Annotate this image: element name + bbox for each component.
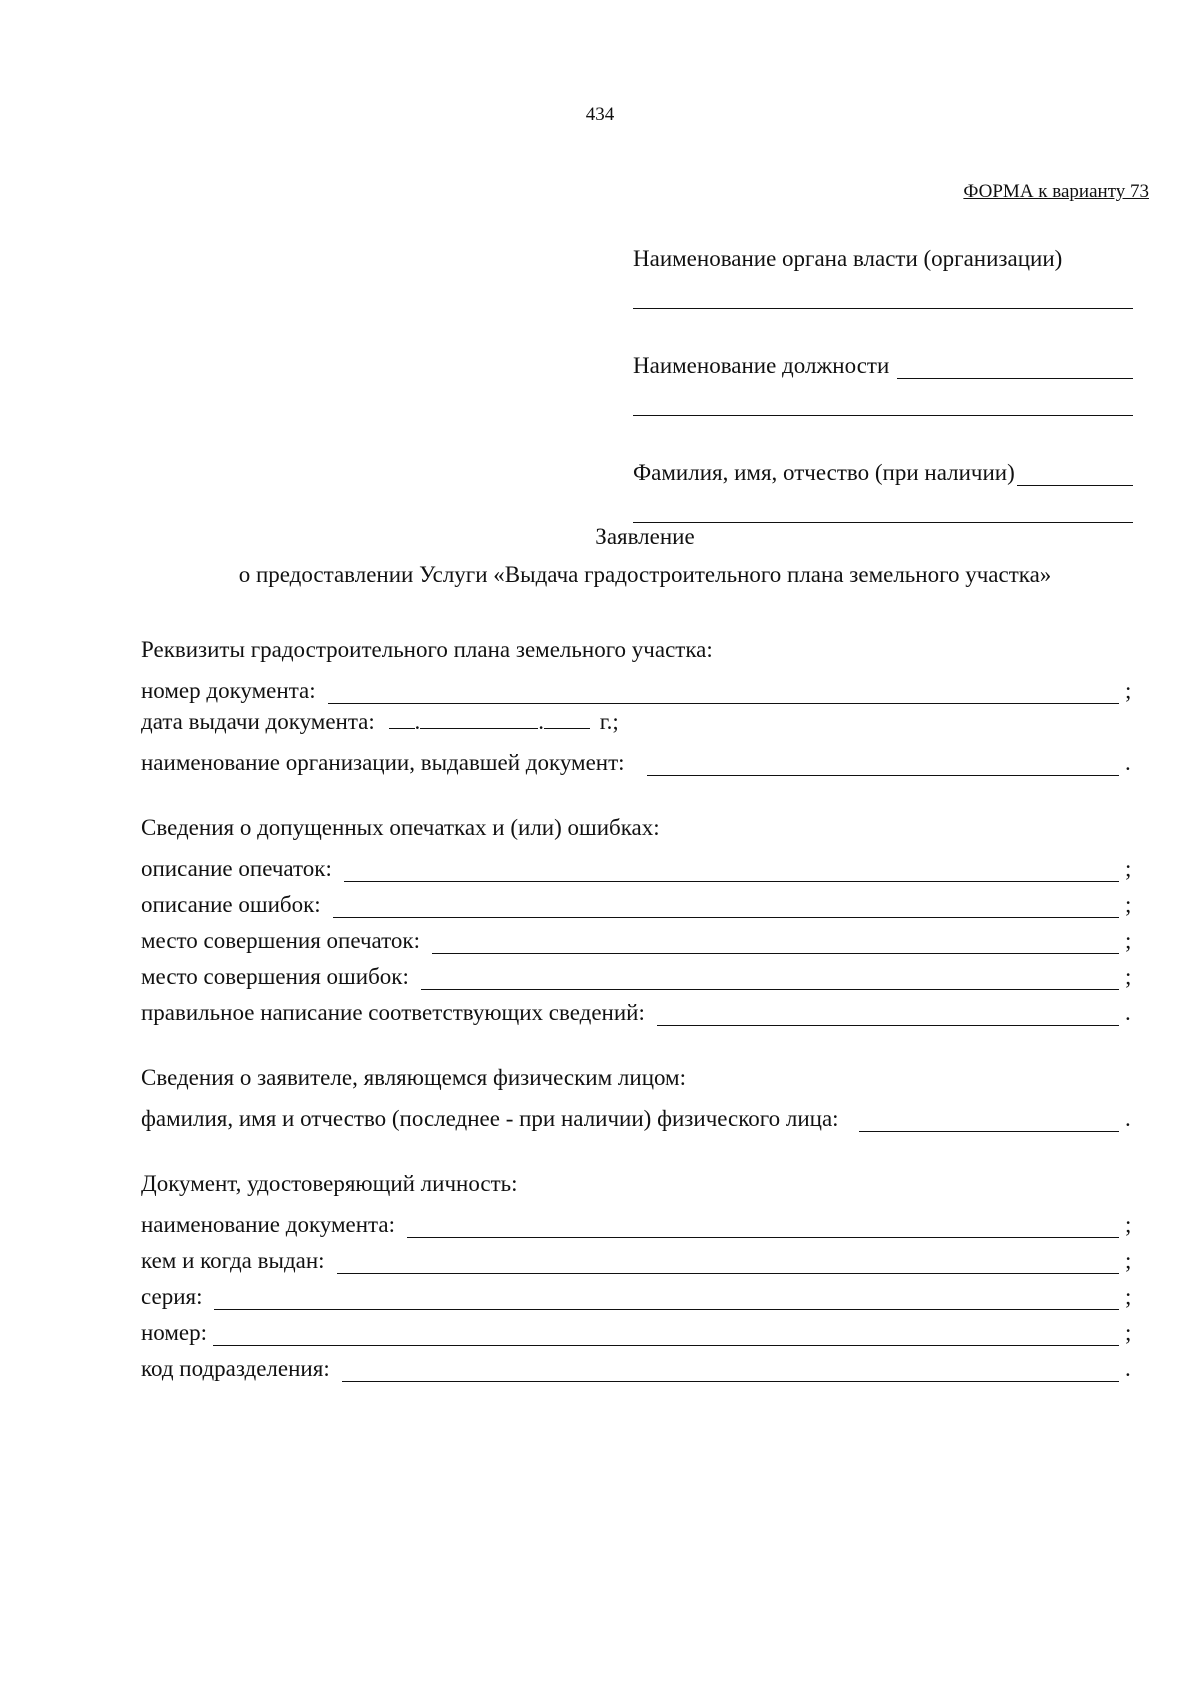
series-row bbox=[141, 1274, 1139, 1310]
division-code-field[interactable] bbox=[342, 1357, 1119, 1382]
issuing-org-row bbox=[141, 740, 1139, 776]
correct-spelling-label: правильное написание соответствующих сведений: bbox=[141, 1000, 645, 1025]
form-reference: ФОРМА к варианту 73 bbox=[963, 181, 1149, 202]
semicolon: ; bbox=[1125, 1212, 1132, 1237]
section-heading: Документ, удостоверяющий личность: bbox=[141, 1171, 518, 1196]
date-year-suffix: г.; bbox=[599, 709, 619, 734]
errors-description-row bbox=[141, 882, 1139, 918]
addressee-block bbox=[633, 236, 1133, 523]
issued-by-field[interactable] bbox=[337, 1249, 1119, 1274]
period: . bbox=[1125, 750, 1131, 775]
typos-description-field[interactable] bbox=[344, 857, 1119, 882]
section-plan-details bbox=[141, 632, 1139, 776]
semicolon: ; bbox=[1125, 1320, 1132, 1345]
number-label: номер: bbox=[141, 1320, 208, 1345]
position-label: Наименование должности bbox=[633, 353, 890, 378]
id-doc-name-field[interactable] bbox=[407, 1213, 1119, 1238]
full-name-field[interactable] bbox=[1017, 463, 1133, 486]
issuing-org-label: наименование организации, выдавшей документ: bbox=[141, 750, 625, 775]
date-dot: . bbox=[538, 709, 545, 734]
section-heading: Сведения о допущенных опечатках и (или) ошибках: bbox=[141, 815, 660, 840]
period: . bbox=[1125, 1356, 1131, 1381]
document-subtitle: о предоставлении Услуги «Выдача градостроительного плана земельного участка» bbox=[238, 562, 1052, 587]
series-field[interactable] bbox=[214, 1285, 1119, 1310]
id-doc-name-label: наименование документа: bbox=[141, 1212, 395, 1237]
section-identity-doc bbox=[141, 1166, 1139, 1382]
semicolon: ; bbox=[1125, 964, 1132, 989]
correct-spelling-row bbox=[141, 990, 1139, 1026]
semicolon: ; bbox=[1125, 1284, 1132, 1309]
form-body bbox=[141, 632, 1139, 1416]
issuing-org-field[interactable] bbox=[647, 751, 1119, 776]
semicolon: ; bbox=[1125, 928, 1132, 953]
doc-number-row bbox=[141, 668, 1139, 704]
authority-field[interactable] bbox=[633, 272, 1133, 309]
typos-location-label: место совершения опечаток: bbox=[141, 928, 420, 953]
doc-number-field[interactable] bbox=[328, 679, 1119, 704]
errors-description-field[interactable] bbox=[333, 893, 1119, 918]
division-code-label: код подразделения: bbox=[141, 1356, 330, 1381]
errors-location-row bbox=[141, 954, 1139, 990]
page-number: 434 bbox=[585, 104, 615, 125]
number-row bbox=[141, 1310, 1139, 1346]
issued-by-row bbox=[141, 1238, 1139, 1274]
semicolon: ; bbox=[1125, 678, 1132, 703]
issued-by-label: кем и когда выдан: bbox=[141, 1248, 325, 1273]
date-year-field[interactable] bbox=[544, 706, 590, 729]
correct-spelling-field[interactable] bbox=[657, 1001, 1119, 1026]
section-heading: Сведения о заявителе, являющемся физическим лицом: bbox=[141, 1065, 687, 1090]
applicant-name-row bbox=[141, 1096, 1139, 1132]
typos-description-label: описание опечаток: bbox=[141, 856, 332, 881]
semicolon: ; bbox=[1125, 1248, 1132, 1273]
date-month-field[interactable] bbox=[420, 706, 538, 729]
issue-date-label: дата выдачи документа: bbox=[141, 709, 375, 734]
full-name-row bbox=[633, 450, 1133, 486]
section-errors bbox=[141, 810, 1139, 1026]
section-heading: Реквизиты градостроительного плана земельного участка: bbox=[141, 637, 713, 662]
typos-location-row bbox=[141, 918, 1139, 954]
number-field[interactable] bbox=[213, 1321, 1119, 1346]
typos-description-row bbox=[141, 846, 1139, 882]
position-row bbox=[633, 343, 1133, 379]
position-field[interactable] bbox=[897, 356, 1133, 379]
period: . bbox=[1125, 1106, 1131, 1131]
position-field-extra[interactable] bbox=[633, 379, 1133, 416]
section-applicant bbox=[141, 1060, 1139, 1132]
doc-number-label: номер документа: bbox=[141, 678, 316, 703]
applicant-name-label: фамилия, имя и отчество (последнее - при наличии) физического лица: bbox=[141, 1106, 839, 1131]
id-doc-name-row bbox=[141, 1202, 1139, 1238]
errors-location-label: место совершения ошибок: bbox=[141, 964, 409, 989]
date-day-field[interactable] bbox=[389, 706, 415, 729]
period: . bbox=[1125, 1000, 1131, 1025]
authority-label: Наименование органа власти (организации) bbox=[633, 246, 1063, 271]
applicant-name-field[interactable] bbox=[859, 1107, 1119, 1132]
date-dot: . bbox=[414, 709, 421, 734]
document-title: Заявление bbox=[595, 524, 695, 549]
series-label: серия: bbox=[141, 1284, 203, 1309]
issue-date-row bbox=[141, 704, 1139, 740]
full-name-field-extra[interactable] bbox=[633, 486, 1133, 523]
semicolon: ; bbox=[1125, 892, 1132, 917]
division-code-row bbox=[141, 1346, 1139, 1382]
typos-location-field[interactable] bbox=[432, 929, 1119, 954]
semicolon: ; bbox=[1125, 856, 1132, 881]
full-name-label: Фамилия, имя, отчество (при наличии) bbox=[633, 460, 1015, 485]
errors-location-field[interactable] bbox=[421, 965, 1119, 990]
errors-description-label: описание ошибок: bbox=[141, 892, 321, 917]
